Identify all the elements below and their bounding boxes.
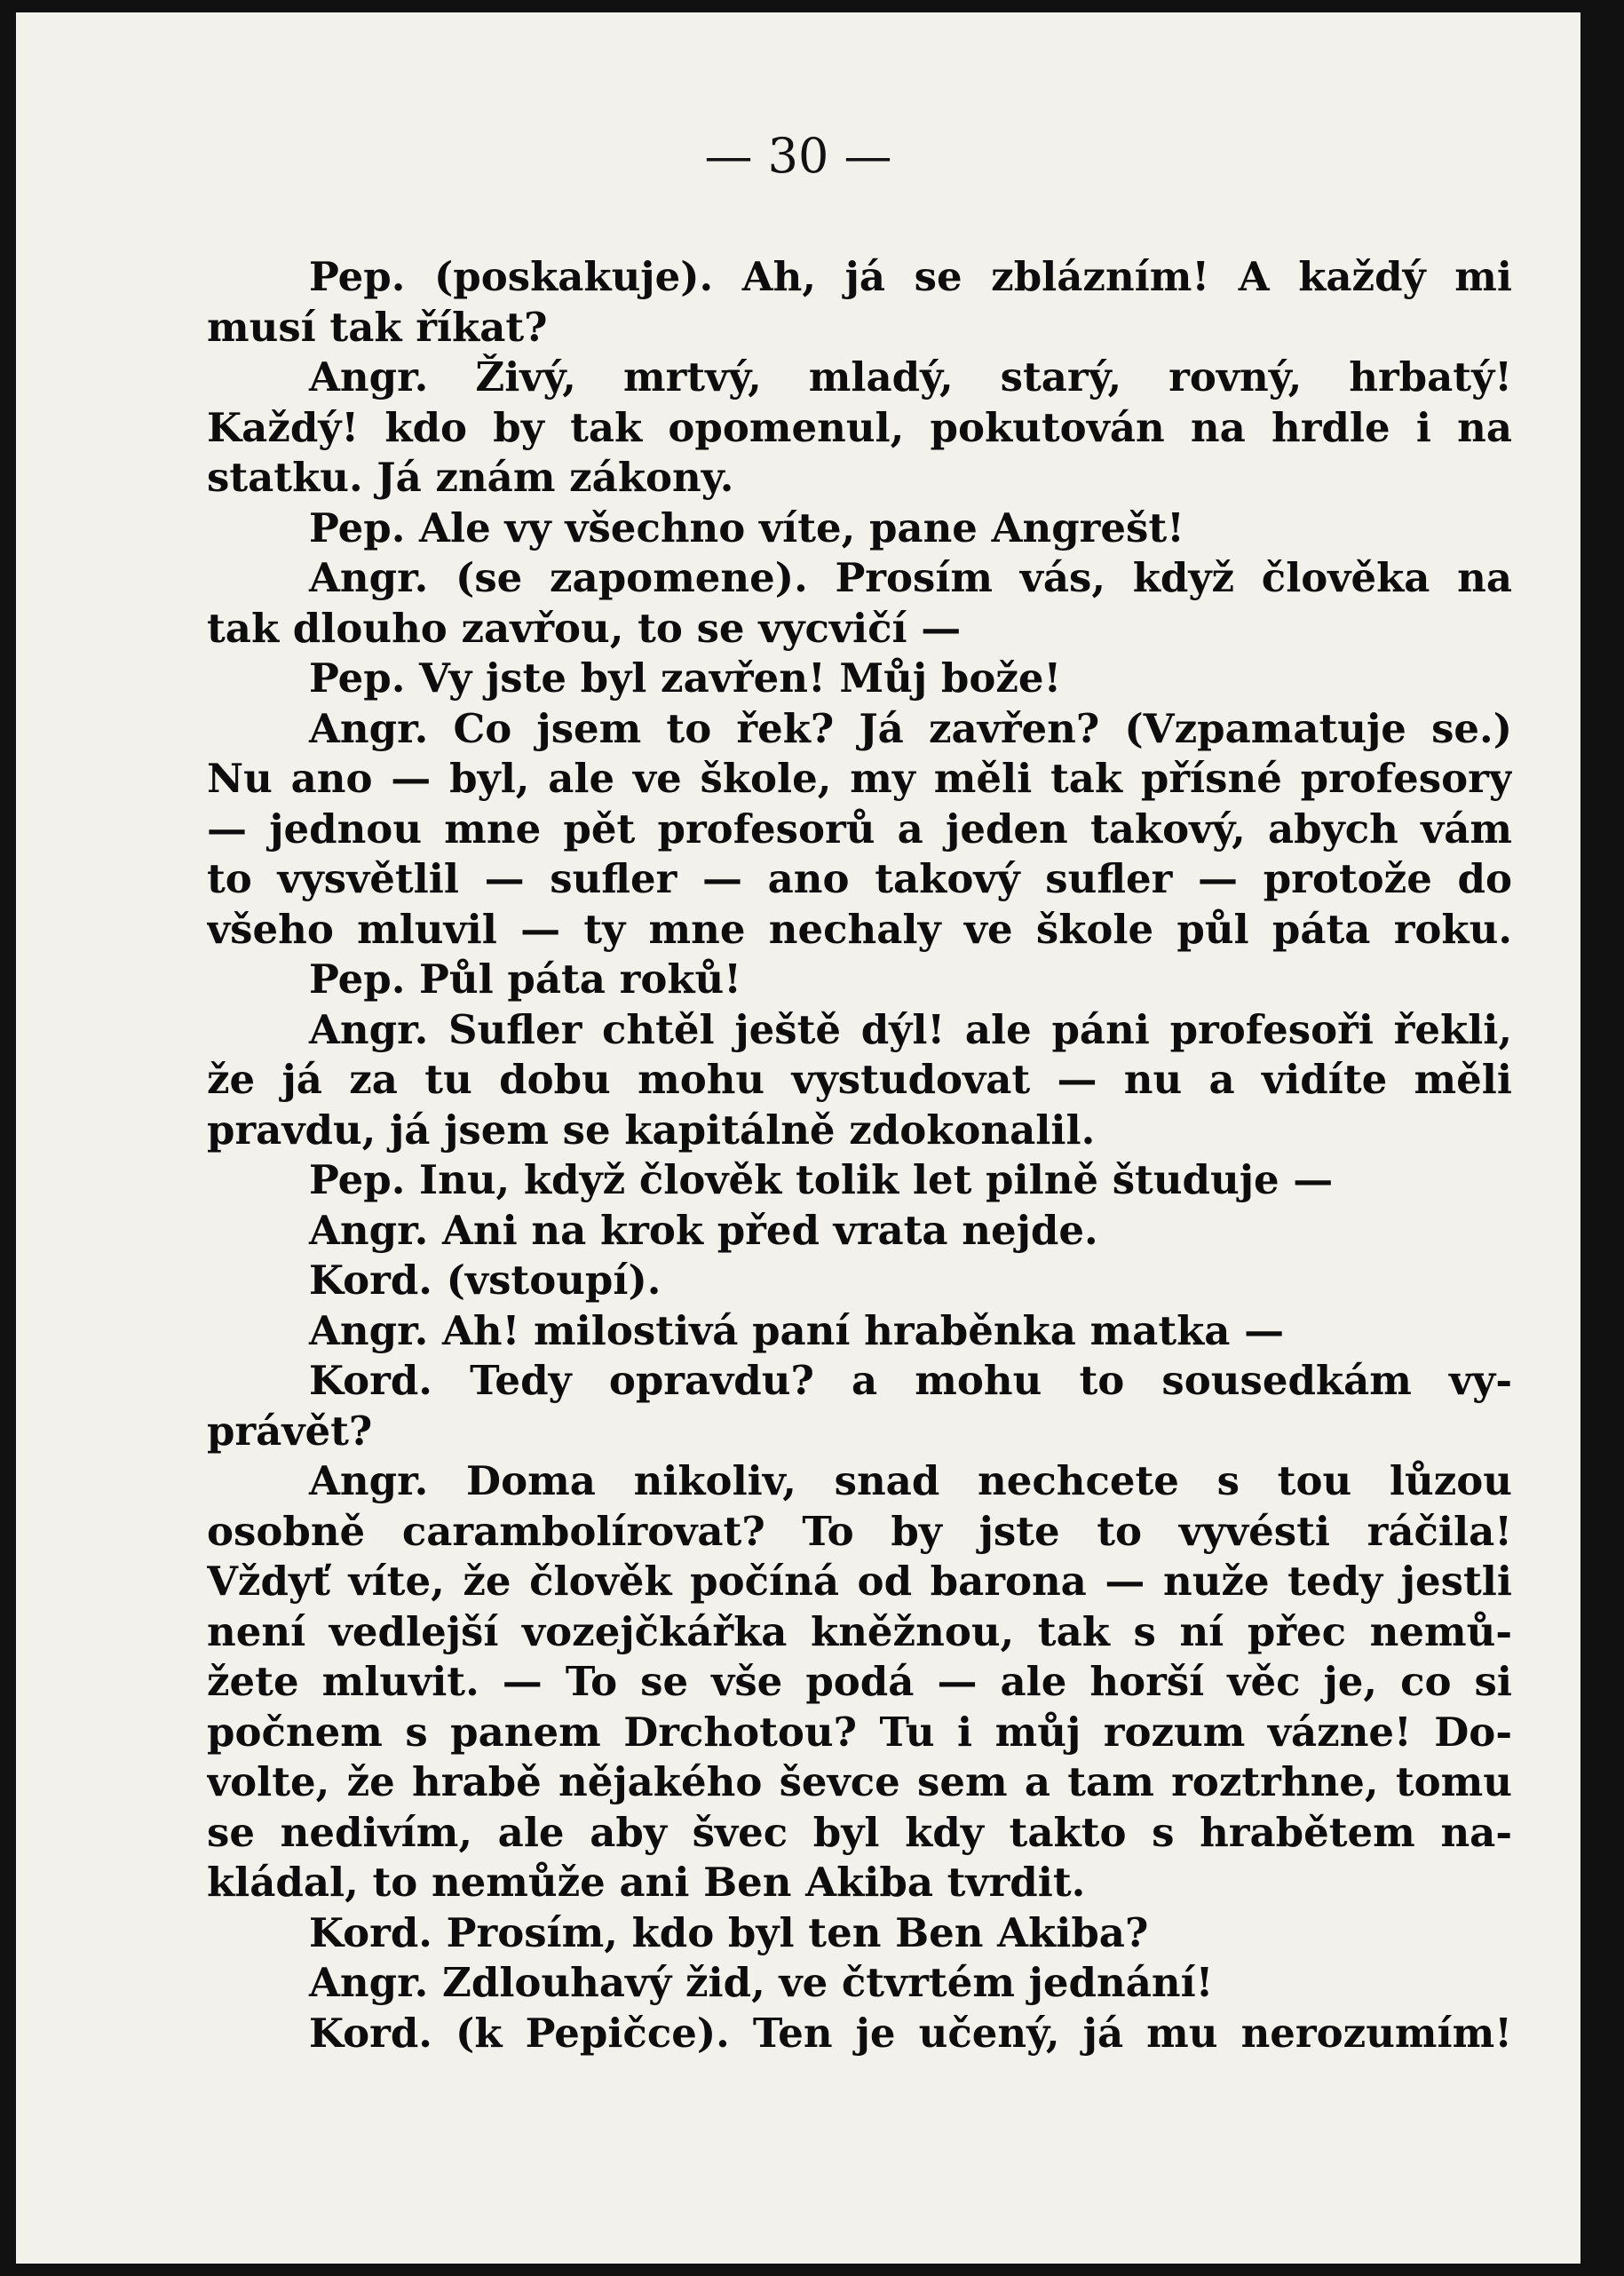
text-line: musí tak říkat? [207, 303, 548, 351]
text-line: Angr. Sufler chtěl ještě dýl! ale páni profesoři řekli, [309, 1005, 1512, 1053]
text-line: tak dlouho zavřou, to se vycvičí — [207, 604, 962, 652]
text-line: žete mluvit. — To se vše podá — ale horší věc je, co si [207, 1658, 1512, 1705]
text-line: Angr. Živý, mrtvý, mladý, starý, rovný, hrbatý! [309, 353, 1512, 400]
text-line: Angr. (se zapomene). Prosím vás, když člověka na [309, 554, 1512, 601]
text-line: Angr. Zdlouhavý žid, ve čtvrtém jednání! [309, 1959, 1214, 2006]
text-line: Nu ano — byl, ale ve škole, my měli tak přísné profesory [207, 755, 1512, 802]
text-line: že já za tu dobu mohu vystudovat — nu a vidíte měli [207, 1056, 1512, 1103]
text-line: Kord. (vstoupí). [309, 1257, 661, 1304]
text-line: právět? [207, 1407, 373, 1455]
text-line: Vždyť víte, že člověk počíná od barona — nuže tedy jestli [207, 1558, 1512, 1605]
text-line: Kord. Tedy opravdu? a mohu to sousedkám vy- [309, 1357, 1512, 1404]
text-line: se nedivím, ale aby švec byl kdy takto s hrabětem na- [207, 1808, 1512, 1856]
text-line: Kord. Prosím, kdo byl ten Ben Akiba? [309, 1908, 1149, 1956]
text-line: volte, že hrabě nějakého ševce sem a tam roztrhne, tomu [207, 1758, 1512, 1805]
text-line: všeho mluvil — ty mne nechaly ve škole půl páta roku. [207, 905, 1512, 953]
text-line: — jednou mne pět profesorů a jeden takový, abych vám [207, 805, 1512, 853]
text-line: Pep. Vy jste byl zavřen! Můj bože! [309, 654, 1062, 702]
text-line: Pep. Půl páta roků! [309, 956, 741, 1003]
text-line: Angr. Co jsem to řek? Já zavřen? (Vzpamatuje se.) [309, 704, 1512, 752]
book-page [16, 12, 1580, 2264]
text-line: osobně carambolírovat? To by jste to vyvésti ráčila! [207, 1507, 1512, 1555]
text-line: Angr. Ah! milostivá paní hraběnka matka — [309, 1306, 1285, 1354]
text-line: Kord. (k Pepičce). Ten je učený, já mu nerozumím! [309, 2009, 1512, 2057]
text-line: počnem s panem Drchotou? Tu i můj rozum vázne! Do- [207, 1708, 1512, 1756]
text-line: Pep. Ale vy všechno víte, pane Angrešt! [309, 504, 1184, 551]
text-line: to vysvětlil — sufler — ano takový sufler — protože do [207, 855, 1512, 902]
play-text [207, 252, 1512, 2058]
text-line: Pep. Inu, když člověk tolik let pilně študuje — [309, 1156, 1334, 1203]
text-line: Pep. (poskakuje). Ah, já se zblázním! A každý mi [309, 253, 1512, 300]
text-line: kládal, to nemůže ani Ben Akiba tvrdit. [207, 1859, 1086, 1906]
text-line: Angr. Doma nikoliv, snad nechcete s tou lůzou [309, 1457, 1512, 1504]
text-line: není vedlejší vozejčkářka kněžnou, tak s ní přec nemů- [207, 1607, 1512, 1655]
page-number: — 30 — [704, 128, 892, 184]
text-line: Každý! kdo by tak opomenul, pokutován na hrdle i na [207, 403, 1512, 451]
text-line: pravdu, já jsem se kapitálně zdokonalil. [207, 1106, 1096, 1154]
text-line: Angr. Ani na krok před vrata nejde. [309, 1206, 1098, 1254]
text-line: statku. Já znám zákony. [207, 454, 734, 501]
